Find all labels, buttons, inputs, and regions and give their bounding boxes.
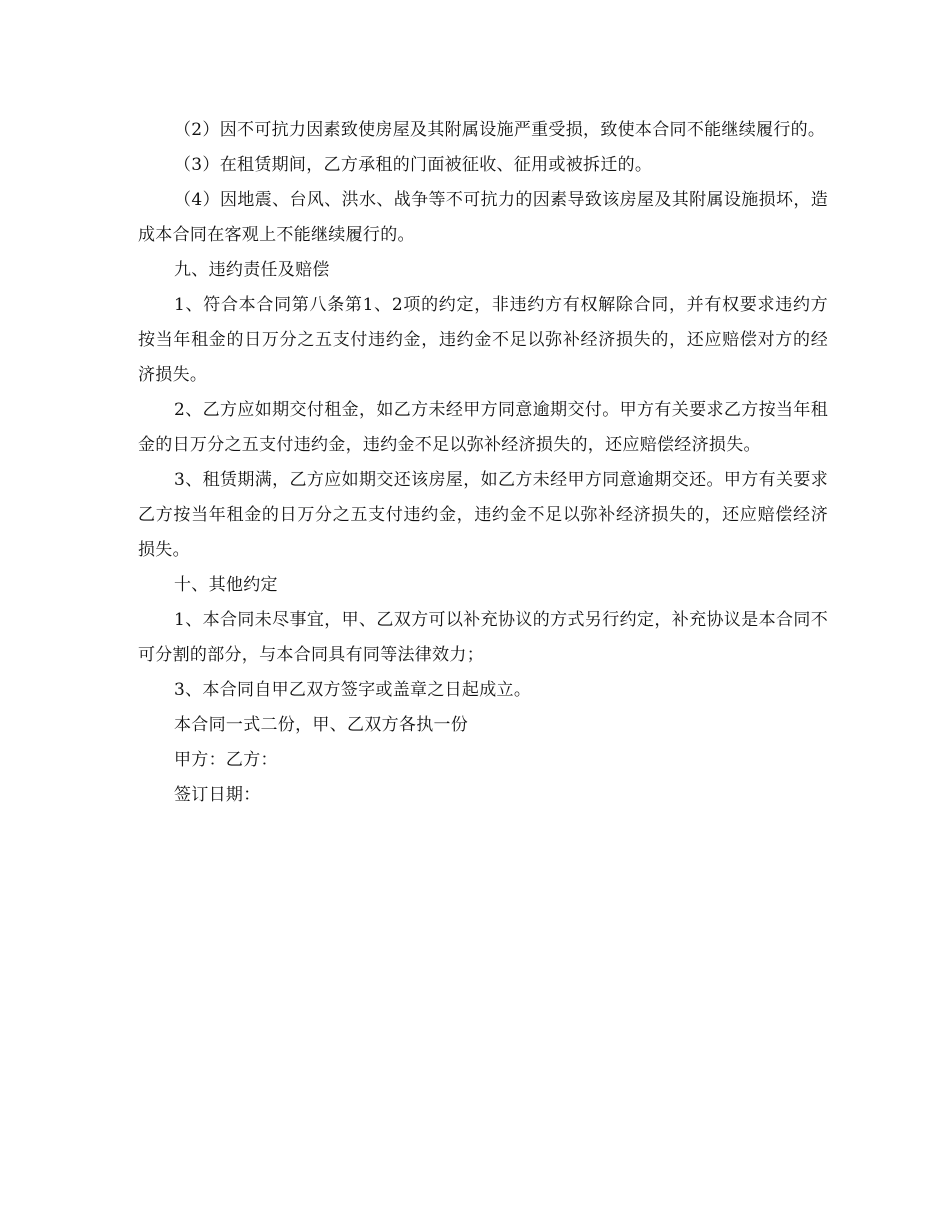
section-heading-breach-liability: 九、违约责任及赔偿 xyxy=(174,260,330,280)
signing-date-line: 签订日期： xyxy=(174,785,261,805)
section-heading-other-terms: 十、其他约定 xyxy=(174,575,278,595)
clause-expropriation: （3）在租赁期间，乙方承租的门面被征收、征用或被拆迁的。 xyxy=(174,155,653,175)
clause-effective-date: 3、本合同自甲乙双方签字或盖章之日起成立。 xyxy=(174,680,532,700)
clause-breach-termination: 1、符合本合同第八条第1、2项的约定，非违约方有权解除合同，并有权要求违约方按当年租金的日万分之五支付违约金，违约金不足以弥补经济损失的，还应赔偿对方的经济损失。 xyxy=(138,295,828,385)
document-body xyxy=(138,113,828,813)
clause-force-majeure-damage: （2）因不可抗力因素致使房屋及其附属设施严重受损，致使本合同不能继续履行的。 xyxy=(174,120,826,140)
clause-late-rent-payment: 2、乙方应如期交付租金，如乙方未经甲方同意逾期交付。甲方有关要求乙方按当年租金的日万分之五支付违约金，违约金不足以弥补经济损失的，还应赔偿经济损失。 xyxy=(138,400,828,455)
copies-statement: 本合同一式二份，甲、乙双方各执一份 xyxy=(174,715,469,735)
clause-supplementary-agreement: 1、本合同未尽事宜，甲、乙双方可以补充协议的方式另行约定，补充协议是本合同不可分割的部分，与本合同具有同等法律效力； xyxy=(138,610,828,665)
clause-natural-disaster: （4）因地震、台风、洪水、战争等不可抗力的因素导致该房屋及其附属设施损坏，造成本合同在客观上不能继续履行的。 xyxy=(138,190,828,245)
clause-late-property-return: 3、租赁期满，乙方应如期交还该房屋，如乙方未经甲方同意逾期交还。甲方有关要求乙方按当年租金的日万分之五支付违约金，违约金不足以弥补经济损失的，还应赔偿经济损失。 xyxy=(138,470,828,560)
signature-parties-line: 甲方：乙方： xyxy=(174,750,278,770)
